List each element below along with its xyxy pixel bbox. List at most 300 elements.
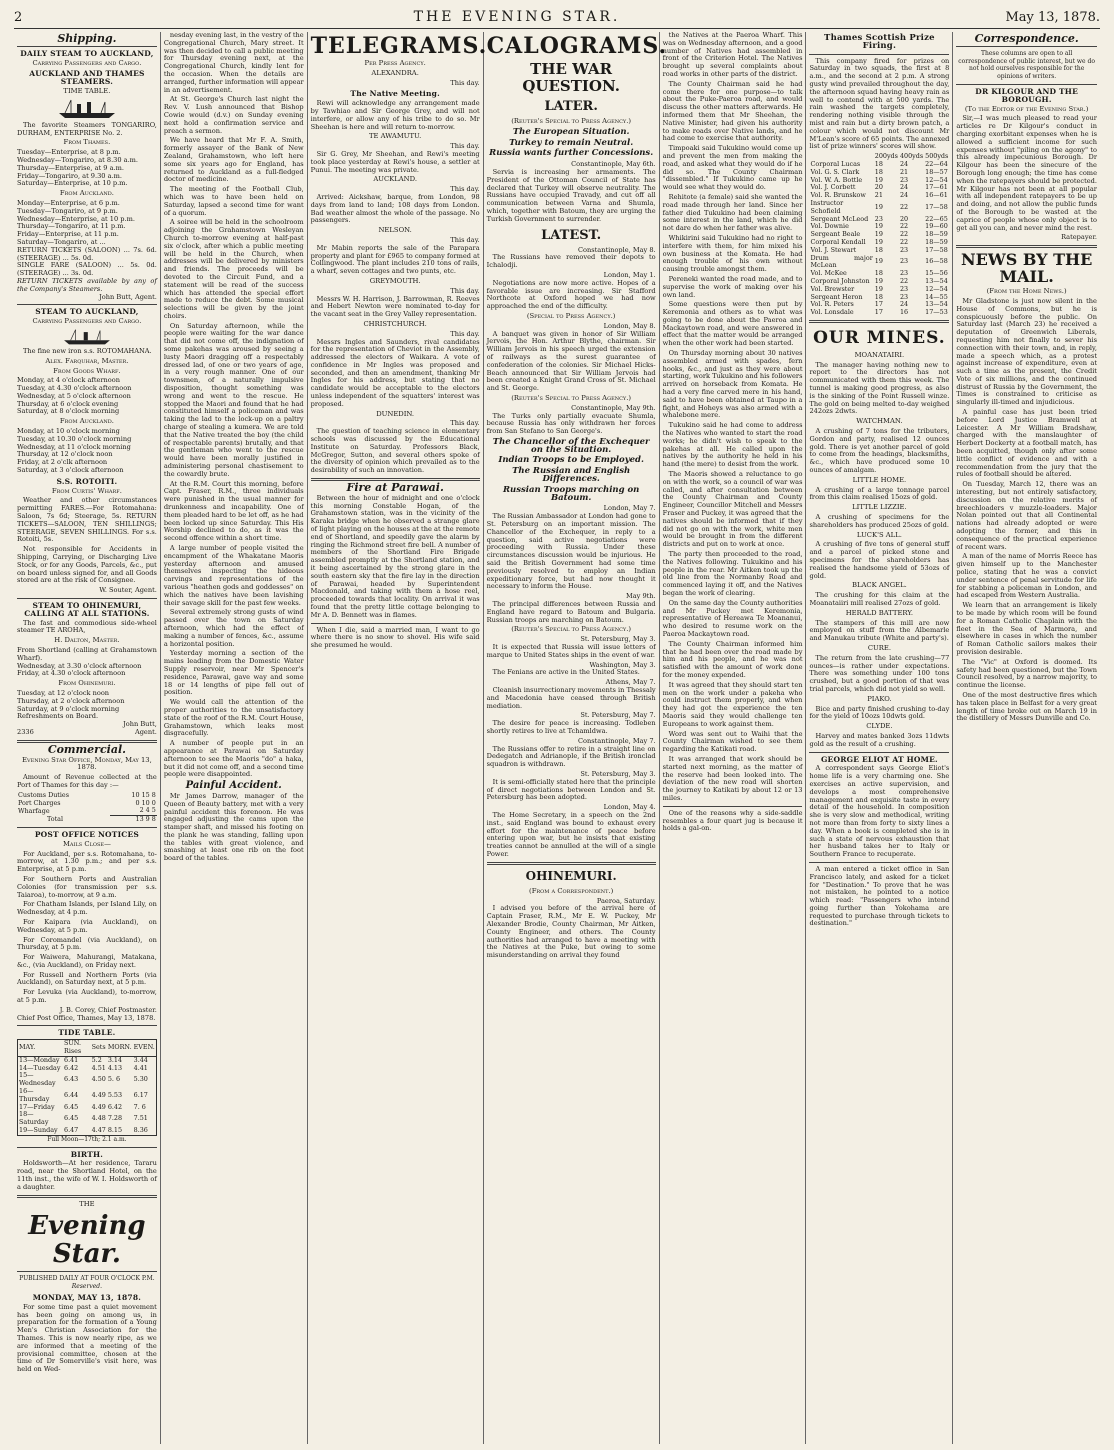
mine-text: Bice and party finished crushing to-day for the yield of 10ozs 10dwts gold. bbox=[809, 704, 950, 721]
table-cell: 22 bbox=[899, 237, 909, 246]
article-paragraph: Timpoaki said Tukukino would come up and prevent the men from making the road, and asked what they would do if he did so. The County Chairman "dissembled." If Tukukino came up he would see what they would do. bbox=[662, 144, 803, 192]
revenue-value: 2 4 5 bbox=[139, 806, 156, 815]
article-paragraph: the Natives at the Paeroa Wharf. This was on Wednesday afternoon, and a good number of Natives had assembled in front of the Criterion Hotel. The Natives brought up several complaints about road works in other parts of the district. bbox=[662, 31, 803, 78]
table-cell: 17—58 bbox=[925, 245, 948, 254]
divider bbox=[956, 245, 1097, 248]
list-item: Tuesday—Enterprise, at 8 p.m. bbox=[17, 148, 121, 157]
table-cell: 18—57 bbox=[925, 167, 948, 176]
ohinemuri-from2: From Ohinemuri. bbox=[58, 679, 116, 688]
steamship-icon bbox=[59, 328, 115, 346]
divider bbox=[809, 54, 949, 55]
table-cell: 19 bbox=[874, 222, 883, 231]
divider bbox=[956, 84, 1097, 85]
article-paragraph: nesday evening last, in the vestry of the Congregational Church, Mary street. It was then decided to call a public meeting for Thursday evening next, at the Congregational Church, kindly lent for the occasion. When the details are arranged, further information will appear in an advertisement. bbox=[163, 31, 304, 94]
our-mines-heading: OUR MINES. bbox=[813, 327, 946, 348]
article-paragraph: Yesterday morning a section of the mains leading from the Domestic Water Supply reservoir, near Mr Spencer's residence, Parawai, gave way and some 18 or 14 lengths of pipe fell out of position. bbox=[163, 649, 304, 697]
reserved-note: Reserved. bbox=[71, 1283, 103, 1291]
painful-accident-heading: Painful Accident. bbox=[185, 780, 282, 792]
list-item: Saturday—Tongariro, at ... bbox=[17, 237, 106, 246]
table-cell: Drum major McLean bbox=[810, 253, 873, 270]
list-item: Saturday, at 8 o'clock morning bbox=[17, 407, 120, 416]
total-value: 13 9 8 bbox=[110, 816, 157, 824]
divider bbox=[17, 1147, 157, 1148]
table-cell: 18—Saturday bbox=[19, 1110, 49, 1127]
table-cell: 18 bbox=[874, 245, 883, 254]
mine-text: A crushing of five tons of general stuff and a parcel of picked stone and specimens for the shareholders has realised the handsome yield of 53ozs of gold. bbox=[809, 540, 950, 580]
article-paragraph: We learn that an arrangement is likely to be made by which room will be found for a Roman Catholic Chaplain with the fleet in the Sea of Marmora, and elsewhere in cases in which the number of Roman Catholic sailors makes their provision desirable. bbox=[956, 601, 1097, 656]
table-cell: 17 bbox=[874, 308, 883, 317]
list-item: Monday, at 10 o'clock morning bbox=[17, 427, 120, 436]
mail-notice: For Chatham Islands, per Island Lily, on Wednesday, at 4 p.m. bbox=[17, 900, 157, 917]
dateline: Washington, May 3. bbox=[589, 660, 656, 669]
article-paragraph: Rehitote (a female) said she wanted the road made through her land. Since her father died Tukukino had been claiming some interest in the land, which he did not dare do when her father was alive. bbox=[662, 192, 803, 233]
mail-notice: For Southern Ports and Australian Colonies (for transmission per s.s. Taiaroa), to-morrow, at 9 a.m. bbox=[17, 874, 157, 899]
table-cell: 24 bbox=[899, 159, 909, 168]
table-cell: 18—59 bbox=[925, 230, 948, 239]
table-cell: 4.50 bbox=[91, 1075, 106, 1084]
mine-report bbox=[809, 582, 949, 607]
subheading: Indian Troops to be Employed. bbox=[498, 455, 644, 466]
mine-name: HERALD BATTERY. bbox=[845, 608, 914, 617]
ohinemuri-vessel: The fast and commodious side-wheel steamer TE AROHA, bbox=[17, 618, 157, 635]
fire-heading: Fire at Parawai. bbox=[346, 481, 444, 495]
mine-text: The return from the late crushing—77 ounces—is rather under expectations. There was something under 100 tons crushed, but a good portion of that was trial parcels, which did not yield so well. bbox=[809, 653, 950, 693]
commercial-office: Evening Star Office, Monday, May 13, 1878. bbox=[22, 755, 152, 772]
telegram-day: This day. bbox=[450, 78, 480, 87]
divider bbox=[17, 46, 157, 47]
telegram-alexandra bbox=[311, 70, 480, 132]
mine-text: A crushing of 7 tons for the tributers, Gordon and party, realised 12 ounces gold. There is yet another parcel of gold to come from the headings, blacksmiths, &c., which have produced some 10 ounces of amalgam. bbox=[809, 427, 950, 475]
telegram-day: This day. bbox=[450, 185, 480, 194]
letter-text: Sir,—I was much pleased to read your articles re Dr Kilgour's conduct in charging exorbitant expenses when he is allowed a sufficient income for such expenses without "piling on the agony" to this already impecunious Borough. Dr Kilgour has been the sinecure of the Borough long enough; the time has come when the ratepayers should be protected. Mr Kilgour has not been at all popular with all independent ratepayers to be up and doing, and not allow the public funds of the Borough to be wasted at the caprice of people whose only object is to get all you can, and never mind the rest. bbox=[956, 114, 1097, 232]
letter-signature: Ratepayer. bbox=[1061, 233, 1097, 242]
column-header: SUN. Rises bbox=[64, 1039, 82, 1056]
advert-number: 2336 bbox=[17, 727, 34, 736]
list-item: Thursday—Enterprise, at 9 a.m. bbox=[17, 163, 124, 172]
press-agency-label: Per Press Agency. bbox=[364, 59, 426, 67]
dateline: St. Petersburg, May 3. bbox=[580, 635, 656, 644]
fares-text: Weather and other circumstances permitting FARES.—For Rotomahana: Saloon, 7s 6d; Steerage, 5s. RETURN TICKETS—SALOON, TEN SHILLINGS; STEERAGE, SEVEN SHILLINGS. For s.s. Rotoiti, 5s. bbox=[17, 496, 157, 544]
list-item: Wednesday, at 5 o'clock afternoon bbox=[17, 391, 131, 400]
ohinemuri-master: H. Dalton, Master. bbox=[54, 636, 120, 645]
telegram-place: TE AWAMUTU. bbox=[368, 132, 422, 141]
mine-report bbox=[809, 418, 949, 475]
table-cell: 18 bbox=[874, 292, 883, 301]
list-item: Friday—Tongariro, at 9.30 a.m. bbox=[17, 171, 122, 180]
table-cell: 6.47 bbox=[64, 1126, 79, 1135]
paper-title: THE EVENING STAR. bbox=[413, 9, 621, 25]
page-number: 2 bbox=[14, 9, 23, 25]
mine-name: WATCHMAN. bbox=[856, 417, 903, 426]
article-paragraph: Cleanish insurrectionary movements in Thessaly and Macedonia have ceased through British mediation. bbox=[486, 686, 656, 710]
table-cell: 19 bbox=[874, 175, 883, 184]
table-cell: Vol. McKee bbox=[810, 269, 847, 278]
mail-notice: For Coromandel (via Auckland), on Thursday, at 5 p.m. bbox=[17, 935, 157, 952]
table-cell: 23 bbox=[899, 175, 909, 184]
article-paragraph: On the same day the County authorities and Mr Puckey met Keremonia, representative of Hereawa Te Moananui, who desired to resume work on the Paeroa Mackaytown road. bbox=[662, 598, 803, 638]
article-paragraph: Mr James Darrow, manager of the Queen of Beauty battery, met with a very painful accident this forenoon. He was engaged adjusting the cams upon the stamper shaft, and missed his footing on the plank he was standing, falling upon the tables with great violence, and smashing at least one rib on the foot board of the tables. bbox=[163, 791, 304, 863]
telegram-greymouth bbox=[311, 278, 480, 319]
article-paragraph: Whikirini said Tukukino had no right to interfere with them, for him mixed his own business at the Komata. He had enough trouble of his own without causing trouble amongst them. bbox=[662, 233, 803, 274]
commercial-heading: Commercial. bbox=[47, 742, 126, 756]
article-paragraph: The Turks only partially evacuate Shumla, because Russia has only withdrawn her forces from San Stefano to San George's. bbox=[486, 411, 656, 436]
return-note: RETURN TICKETS available by any of the Company's Steamers. bbox=[17, 276, 157, 293]
divider bbox=[17, 827, 157, 828]
table-cell: 14—55 bbox=[925, 292, 948, 301]
mine-report bbox=[809, 723, 949, 748]
article-paragraph: On Thursday morning about 30 natives assembled armed with spades, fern hooks, &c., and just as they were about starting, work Tukukino and his followers arrived on horseback from Komata. He had a very fine carved mere in his hand, said to have been obtained at Taupo in a fight, and Hoheys was also armed with a whalebone mere. bbox=[662, 349, 803, 420]
table-cell: 16—Thursday bbox=[19, 1087, 50, 1103]
telegram-day: This day. bbox=[450, 329, 480, 338]
mine-text: A crushing of specimens for the shareholders has produced 25ozs of gold. bbox=[809, 513, 950, 529]
telegram-text: Messrs Ingles and Saunders, rival candidates for the representation of Cheviot in the Assembly, addressed the electors of Waikara. A vote of confidence in Mr Ingles was proposed and seconded, and then an amendment, thanking Mr Ingles for his address, but stating that no candidate would be acceptable to the electors unless independent of the squatters' interest was proposed. bbox=[310, 337, 480, 408]
table-cell: 6.44 bbox=[64, 1090, 79, 1099]
page-date: May 13, 1878. bbox=[1005, 9, 1100, 25]
list-item: Thursday, at 6 o'clock evening bbox=[17, 399, 119, 408]
subheading: Turkey to remain Neutral. bbox=[509, 137, 634, 148]
rotoiti-sub: From Curtis' Wharf. bbox=[51, 486, 122, 495]
table-cell: 5. 6 bbox=[107, 1075, 121, 1084]
article-paragraph: A painful case has just been tried before Lord Justice Bramwell at Leicester. A Mr William Bradshaw, charged with the manslaughter of Herbert Dockerty at a football match, has been acquitted, though only after some little conflict of evidence and with a recommendation from the jury that the rules of football should be altered. bbox=[956, 408, 1097, 479]
article-paragraph: Several extremely strong gusts of wind passed over the town on Saturday afternoon, which had the effect of making a number of fences, &c., assume a horizontal position. bbox=[163, 608, 304, 648]
table-cell: Vol. Brewster bbox=[810, 284, 855, 293]
dateline: Constantinople, May 6th. bbox=[571, 160, 656, 169]
evening-star-masthead: Evening Star. bbox=[28, 1211, 146, 1270]
correspondence-note: These columns are open to all correspondence of public interest, but we do not hold ourselves responsible for the opinions of writers. bbox=[958, 49, 1095, 81]
calograms-heading: CALOGRAMS. bbox=[486, 33, 668, 59]
column-header: MORN. bbox=[107, 1043, 132, 1052]
mine-report bbox=[809, 532, 949, 581]
shipping-heading: Shipping. bbox=[57, 32, 117, 45]
table-cell: 19 bbox=[874, 202, 883, 211]
full-moon-note: Full Moon—17th; 2.1 a.m. bbox=[47, 1135, 127, 1143]
from-auckland-label: From Auckland. bbox=[59, 189, 114, 198]
mine-report bbox=[809, 696, 949, 721]
revenue-value: 10 15 8 bbox=[131, 790, 156, 799]
telegram-text: The question of teaching science in elementary schools was discussed by the Educational Institute on Saturday. Professors Black, McGregor, Sutton, and several others spoke of the diversity of opinion which prevailed as to the desirability of such an innovation. bbox=[310, 427, 480, 475]
table-cell: 18 bbox=[874, 159, 883, 168]
mine-name: BLACK ANGEL. bbox=[852, 581, 907, 590]
divider bbox=[956, 46, 1097, 47]
table-cell: 6.42 bbox=[107, 1102, 123, 1111]
column-7 bbox=[953, 32, 1100, 1444]
mine-name: LITTLE HOME. bbox=[852, 475, 907, 484]
mine-name: MOANATAIRI. bbox=[854, 350, 905, 359]
table-cell: 13—54 bbox=[925, 300, 948, 309]
george-eliot-heading: GEORGE ELIOT AT HOME. bbox=[820, 754, 938, 764]
table-cell: Vol. G. S. Clark bbox=[810, 167, 860, 176]
mine-report bbox=[809, 504, 949, 529]
news-source: (From the Home News.) bbox=[986, 287, 1067, 296]
agent-row bbox=[17, 729, 157, 737]
table-cell: 8.36 bbox=[133, 1126, 148, 1135]
column-header: EVEN. bbox=[133, 1043, 155, 1052]
article-paragraph: A correspondent says George Eliot's home life is a very charming one. She exercises an active supervision, and develops a most comprehensive management and exquisite taste in every detail of the household. In composition she is very slow and methodical, writing not more than from forty to sixty lines a day. When a book is completed she is in such a state of nervous exhaustion that her husband takes her to Italy or Southern France to recuperate. bbox=[809, 764, 950, 859]
dateline: May 9th. bbox=[625, 592, 656, 601]
reuters-label: (Reuter's Special to Press Agency.) bbox=[511, 117, 632, 125]
table-cell: Sergeant McLeod bbox=[810, 214, 869, 223]
table-cell: 6.42 bbox=[64, 1063, 79, 1072]
list-item: Thursday, at 2 o'clock afternoon bbox=[17, 696, 125, 705]
table-cell: 17 bbox=[874, 300, 883, 309]
list-item: Saturday—Enterprise, at 10 p.m. bbox=[17, 179, 128, 188]
ohinemuri-from: From Shortland (calling at Grahamstown Wharf). bbox=[17, 646, 157, 662]
article-paragraph: This company fired for prizes on Saturday in two squads, the first at 8 a.m., and the second at 2 p.m. A strong gusty wind prevailed throughout the day, the afternoon squad having heavy rain as well to contend with at 500 yards. The rain washed the targets completely, rendering nothing visible through the mist and rain but a dirty brown patch, a colour which would not discount Mr M'Lean's score of 65 points. The annexed list of prize winners' scores will show. bbox=[809, 56, 950, 151]
mine-name: LITTLE LIZZIE. bbox=[852, 503, 907, 512]
article-paragraph: Tukukino said he had come to address the Natives who wanted to start the road works; he didn't wish to speak to the pakehas at all. He called upon the natives by the authority he held in his hand (the mere) to desist from the work. bbox=[662, 421, 803, 469]
table-cell: 6.17 bbox=[133, 1090, 148, 1099]
table-cell: 17—Friday bbox=[19, 1102, 55, 1111]
postmaster-signature: J. B. Corey, Chief Postmaster. bbox=[59, 1005, 157, 1014]
article-paragraph: The principal differences between Russia and England have regard to Batoum and Bulgaria. Russian troops are marching on Batoum. bbox=[486, 600, 656, 624]
revenue-label: Customs Duties bbox=[18, 790, 69, 799]
article-paragraph: One of the most destructive fires which has taken place in Belfast for a very great length of time broke out on March 19 in the distillery of Messrs Dunville and Co. bbox=[956, 690, 1097, 723]
article-paragraph: It was agreed that they should start ten men on the work under a pakeha who could instruct them properly, and when they had got the experience the ten Maoris said they would challenge ten Europeans to work against them. bbox=[662, 680, 803, 728]
rotoiti-title: S.S. ROTOITI. bbox=[56, 476, 118, 486]
table-cell: Sergeant Beale bbox=[810, 230, 861, 239]
total-label: Total bbox=[47, 814, 64, 823]
mine-name: CURE. bbox=[867, 643, 891, 652]
table-cell: 22—64 bbox=[925, 159, 948, 168]
table-cell: 13—54 bbox=[925, 276, 948, 285]
table-row bbox=[809, 200, 949, 216]
dateline: Constantinople, May 7. bbox=[577, 736, 656, 745]
steamship-icon bbox=[57, 98, 117, 120]
table-cell: 16—58 bbox=[925, 257, 948, 266]
table-cell: 23 bbox=[899, 292, 909, 301]
divider bbox=[311, 623, 480, 624]
rotomahana-vessel: The fine new iron s.s. ROTOMAHANA. bbox=[23, 346, 152, 355]
revenue-label: Port Charges bbox=[18, 798, 61, 807]
table-cell: 24 bbox=[899, 300, 909, 309]
list-item: Friday, at 2 o'clk afternoon bbox=[17, 458, 108, 467]
list-item: Thursday—Tongariro, at 11 p.m. bbox=[17, 222, 126, 231]
correspondence-heading: Correspondence. bbox=[974, 32, 1079, 45]
from-thames-label: From Thames. bbox=[63, 138, 111, 147]
column-4 bbox=[484, 32, 668, 1444]
rotomahana-title: STEAM TO AUCKLAND, bbox=[35, 307, 139, 317]
table-cell: Vol. J. Stewart bbox=[810, 245, 857, 254]
revenue-label: Wharfage bbox=[18, 806, 50, 815]
article-paragraph: The Russians offer to retire in a straight line on Dedegatch and Adrianople, if the British ironclad squadron is withdrawn. bbox=[486, 744, 656, 769]
article-paragraph: Negotiations are now more active. Hopes of a favorable issue are increasing. Sir Stafford Northcote at Oxford hoped we had now approached the end of the difficulty. bbox=[486, 278, 656, 311]
table-cell: 12—54 bbox=[925, 175, 948, 184]
tide-table-title: TIDE TABLE. bbox=[58, 1028, 116, 1038]
from-goods-label: From Goods Wharf. bbox=[53, 366, 121, 375]
article-paragraph: The Russian Ambassador at London had gone to St. Petersburg on an important mission. The Chancellor of the Exchequer, in reply to a question, said active negotiations were proceeding with Russia. Under these circumstances discussion would be injurious. He said the British Government had some time previously resolved to employ an Indian expeditionary force, but had now thought it necessary to inform the House. bbox=[486, 512, 656, 591]
list-item: Friday, at 4.30 o'clock afternoon bbox=[17, 669, 126, 678]
letter-to: (To the Editor of the Evening Star.) bbox=[964, 104, 1089, 113]
dateline: Constantinople, May 9th. bbox=[571, 403, 656, 412]
article-paragraph: The "Vic" at Oxford is doomed. Its safety had been questioned, but the Town Council resolved, by a narrow majority, to continue the license. bbox=[956, 657, 1097, 690]
column-header: MAY. bbox=[19, 1043, 36, 1052]
table-cell: 22 bbox=[899, 276, 909, 285]
auckland-service-title: DAILY STEAM TO AUCKLAND, bbox=[20, 48, 154, 58]
telegram-day: This day. bbox=[450, 419, 480, 428]
rotomahana-master: Alex. Farquhar, Master. bbox=[45, 356, 129, 365]
article-paragraph: At St. George's Church last night the Rev. V. Lush announced that Bishop Cowie would (d.v.) on Sunday evening next hold a confirmation service and preach a sermon. bbox=[163, 95, 304, 135]
issue-date: MONDAY, MAY 13, 1878. bbox=[32, 1293, 142, 1302]
subheading: The Russian and English Differences. bbox=[512, 466, 631, 485]
article-paragraph: On Saturday afternoon, while the people were waiting for the war dance that did not come off, the indignation of some pakehas was aroused by seeing a lusty Maori dragging off a respectably dressed lad, of one or two years of age, in a very rough manner. One of our townsmen, of a naturally impulsive disposition, thought something was wrong and went to the rescue. He stopped the Maori and found that he had constituted himself a policeman and was taking the lad to the lock-up on a paltry charge of stealing a kumera. We are told that the Native treated the boy (the child of respectable parents) brutally, and that the gentleman who went to the rescue would have been morally justified in administering personal chastisement to the cowardly brute. bbox=[163, 321, 304, 478]
auckland-thames-title: AUCKLAND AND THAMES STEAMERS. bbox=[29, 69, 145, 87]
article-paragraph: It is expected that Russia will issue letters of marque to United States ships in the event of war. bbox=[486, 643, 656, 659]
table-row bbox=[18, 1127, 157, 1135]
table-cell: 20 bbox=[874, 183, 883, 192]
table-row bbox=[18, 1072, 157, 1088]
special-label: (Special to Press Agency.) bbox=[526, 311, 616, 320]
table-cell: 23 bbox=[899, 245, 909, 254]
mine-text: Harvey and mates banked 3ozs 11dwts gold as the result of a crushing. bbox=[809, 731, 950, 748]
subheading: The Chancellor of the Exchequer on the Situation. bbox=[492, 436, 650, 455]
table-cell: 17—61 bbox=[925, 183, 948, 192]
table-cell: 22—65 bbox=[925, 214, 948, 223]
dateline: London, May 4. bbox=[603, 803, 656, 812]
table-cell: 6.45 bbox=[64, 1114, 79, 1123]
table-row bbox=[18, 1088, 157, 1104]
article-paragraph: One of the reasons why a side-saddle resembles a four quart jug is because it holds a gal-on. bbox=[662, 808, 803, 833]
correspondent-label: (From a Correspondent.) bbox=[529, 886, 614, 895]
article-paragraph: A man entered a ticket office in San Francisco lately, and asked for a ticket for "Destination." To prove that he was not mistaken, he pointed to a notice which read: "Passengers who intend going further than Yokohama are requested to purchase through tickets to destination." bbox=[809, 864, 950, 928]
telegram-text: Arrived: Aickshaw, barque, from London, 98 days from land to land; 108 days from London. Bad weather almost the whole of the passage. No passengers. bbox=[310, 192, 480, 225]
article-paragraph: We have heard that Mr F. A. Smith, formerly assayer of the Bank of New Zealand, Grahamstown, who left here some six years ago for England, has returned to Auckland as a full-fledged doctor of medicine. bbox=[163, 136, 304, 184]
post-office-dateline: Chief Post Office, Thames, May 13, 1878. bbox=[17, 1013, 156, 1022]
mine-text: The manager having nothing new to report to the directors has not communicated with them this week. The tunnel is making good progress, as also is the sinking of the Point Russell winze. The gold on being melted to-day weighed 242ozs 2dwts. bbox=[809, 360, 950, 416]
column-header: 400yds bbox=[899, 152, 924, 161]
table-cell: Vol. Downie bbox=[810, 222, 849, 231]
column-header: 500yds bbox=[925, 152, 949, 161]
dateline: Constantinople, May 8. bbox=[577, 245, 656, 254]
table-row bbox=[809, 309, 949, 317]
telegram-place: CHRISTCHURCH. bbox=[363, 319, 427, 328]
telegram-text: Sir G. Grey, Mr Sheehan, and Rewi's meeting took place yesterday at Rewi's house, a settler at Punui. The meeting was private. bbox=[310, 149, 480, 174]
agent-signature: John Butt, Agent. bbox=[99, 292, 157, 301]
table-cell: 8.15 bbox=[107, 1126, 123, 1135]
column-header: Sets bbox=[91, 1043, 106, 1052]
telegram-text: Messrs W. H. Harrison, J. Barrowman, R. Reeves and Hebert Newton were nominated to-day for the vacant seat in the Grey Valley representation. bbox=[310, 294, 480, 319]
list-item: Wednesday—Tongariro, at 8.30 a.m. bbox=[17, 155, 139, 164]
telegram-dunedin bbox=[311, 411, 480, 475]
ohinemuri-service-title: STEAM TO OHINEMURI, CALLING AT ALL STATIONS. bbox=[24, 601, 150, 618]
table-cell: 23 bbox=[899, 269, 909, 278]
telegram-place: ALEXANDRA. bbox=[371, 68, 419, 77]
agent-label: Agent. bbox=[134, 727, 157, 736]
telegram-auckland bbox=[311, 176, 480, 225]
table-cell: Vol. J. Corbett bbox=[810, 183, 856, 192]
column-3 bbox=[308, 32, 488, 1444]
article-paragraph: I advised you before of the arrival here of Captain Fraser, R.M., Mr E. W. Puckey, Mr Alexander Brodie, County Chairman, Mr Aitken, County Engineer, and others. The County authorities had arranged to have a meeting with the Natives at the Puke, but owing to some misunderstanding on arrival they found bbox=[486, 904, 656, 960]
table-cell: 16 bbox=[899, 308, 909, 317]
from-auckland-label: From Auckland. bbox=[59, 417, 114, 426]
article-paragraph: A banquet was given in honor of Sir William Jervois, the Hon. Arthur Blythe, chairman. Sir William Jervois in his speech urged the extension of railways as the surest guarantee of confederation of the colonies. Sir Michael Hicks-Beach announced that Sir William Jervois had been created a Knight Grand Cross of St. Michael and St. George. bbox=[486, 329, 656, 393]
table-cell: Vol. R. Peters bbox=[810, 300, 854, 309]
mails-close-label: Mails Close— bbox=[62, 839, 111, 848]
table-cell: 5.53 bbox=[107, 1090, 123, 1099]
article-paragraph: The County Chairman informed him that he had been over the road made by him and his people, and he was not satisfied with the amount of work done for the money expended. bbox=[662, 639, 803, 679]
table-cell: 7. 6 bbox=[133, 1102, 146, 1111]
telegram-text: Rewi will acknowledge any arrangement made by Tawhiao and Sir George Grey, and will not interfere, or allow any of his tribe to do so. Mr Sheehan is here and will return to-morrow. bbox=[310, 99, 480, 131]
table-row bbox=[18, 1065, 157, 1073]
mine-text: A crushing of a large tonnage parcel from this claim realised 15ozs of gold. bbox=[809, 485, 950, 502]
commercial-intro: Amount of Revenue collected at the Port of Thames for this day :— bbox=[17, 773, 157, 789]
table-cell: 13—Monday bbox=[19, 1055, 60, 1064]
birth-title: BIRTH. bbox=[70, 1149, 104, 1159]
article-paragraph: When I die, said a married man, I want to go where there is no snow to shovel. His wife said she presumed he would. bbox=[310, 625, 480, 650]
column-2 bbox=[161, 32, 308, 1444]
tide-table bbox=[17, 1039, 157, 1136]
table-cell: 4.51 bbox=[91, 1063, 106, 1072]
column-header: 200yds bbox=[874, 152, 898, 161]
columns bbox=[14, 32, 1100, 1444]
table-cell: 21 bbox=[899, 167, 909, 176]
column-6 bbox=[806, 32, 953, 1444]
divider bbox=[663, 806, 803, 807]
table-cell: 24 bbox=[899, 191, 909, 200]
auckland-service-sub: Carrying Passengers and Cargo. bbox=[32, 58, 142, 67]
article-paragraph: The Home Secretary, in a speech on the 2nd inst., said England was bound to exhaust every effort for the maintenance of peace before entering upon war, but he insists that existing treaties cannot be annulled at the will of a single Power. bbox=[486, 810, 656, 858]
telegram-nelson bbox=[311, 227, 480, 276]
article-paragraph: On Tuesday, March 12, there was an interesting, but not entirely satisfactory, discussion on the relative merits of breechloaders v muzzle-loaders. Major Nolan pointed out that all Continental nations had already adopted or were adopting the former, and this in consequence of the practical experience of recent wars. bbox=[956, 480, 1097, 551]
list-item: Monday, at 4 o'clock afternoon bbox=[17, 376, 120, 385]
mail-notice: For Russell and Northern Ports (via Auckland), on Saturday next, at 5 p.m. bbox=[17, 970, 157, 987]
table-cell: 19 bbox=[874, 276, 883, 285]
table-cell: 4.47 bbox=[91, 1126, 106, 1135]
ohinemuri-heading: OHINEMURI. bbox=[525, 868, 617, 883]
table-cell: 18 bbox=[874, 269, 883, 278]
mine-name: LUCK'S ALL. bbox=[856, 530, 902, 539]
table-cell: 5.2 bbox=[91, 1055, 102, 1064]
table-cell: 23 bbox=[899, 284, 909, 293]
table-cell: 20 bbox=[899, 214, 909, 223]
table-cell: 19—60 bbox=[925, 222, 948, 231]
refreshments-note: Refreshments on Board. bbox=[17, 712, 99, 721]
telegram-place: NELSON. bbox=[378, 226, 412, 235]
table-cell: Corporal Johnston bbox=[810, 276, 870, 285]
table-cell: 21 bbox=[874, 191, 883, 200]
list-item: Thursday, at 12 o'clock noon bbox=[17, 450, 113, 459]
article-paragraph: The meeting of the Football Club, which was to have been held on Saturday, lapsed a second time for want of a quorum. bbox=[163, 185, 304, 217]
dateline: St. Petersburg, May 7. bbox=[580, 711, 656, 720]
article-paragraph: At the R.M. Court this morning, before Capt. Fraser, R.M., three individuals were punished in the usual manner for drunkenness and incapability. One of them pleaded hard to be let off, as he had been locked up since Saturday. This His Worship declined to do, as it was the second offence within a short time. bbox=[163, 479, 304, 543]
list-item: Saturday, at 3 o'clock afternoon bbox=[17, 466, 124, 475]
table-cell: 22 bbox=[899, 202, 909, 211]
lead-paragraph: For some time past a quiet movement has been going on among us, in preparation for the formation of a Young Men's Christian Association for the Thames. This is now nearly ripe, as we are informed that a meeting of the provisional committee, chosen at the time of Dr Somerville's visit here, was held on Wed- bbox=[17, 1302, 157, 1374]
table-row bbox=[18, 1040, 157, 1057]
divider bbox=[809, 752, 949, 753]
scores-table bbox=[809, 153, 949, 317]
return-fare: RETURN TICKETS (SALOON) ... 7s. 6d. (STEERAGE) ... 5s. 0d. bbox=[17, 245, 157, 262]
divider bbox=[809, 320, 949, 323]
divider bbox=[17, 1271, 157, 1272]
letter-title: DR KILGOUR AND THE BOROUGH. bbox=[975, 86, 1079, 104]
table-cell: 3.14 bbox=[107, 1055, 123, 1064]
divider bbox=[487, 862, 656, 865]
table-cell: 4.13 bbox=[107, 1063, 123, 1072]
rotomahana-sub: Carrying Passengers and Cargo. bbox=[32, 317, 142, 326]
table-cell: 4.49 bbox=[91, 1090, 106, 1099]
telegram-day: This day. bbox=[450, 142, 480, 151]
reuters-label: (Reuter's Special to Press Agency.) bbox=[511, 393, 632, 402]
table-cell: Vol. W. A. Bottle bbox=[810, 175, 863, 184]
subheading: The European Situation. bbox=[512, 126, 630, 137]
list-item: Tuesday—Tongariro, at 9 p.m. bbox=[17, 206, 118, 215]
dateline: St. Petersburg, May 3. bbox=[580, 769, 656, 778]
subheading: Russian Troops marching on Batoum. bbox=[502, 484, 640, 503]
agent-signature: W. Souter, Agent. bbox=[99, 586, 157, 595]
table-cell: 22 bbox=[899, 222, 909, 231]
article-paragraph: A soiree will be held in the schoolroom adjoining the Grahamstown Wesleyan Church to-morrow evening at half-past six o'clock, after which a public meeting will be held in the Church, when addresses will be delivered by ministers and friends. The proceeds will be devoted to the Circuit Fund, and a statement will be read of the success which has attended the special effort made to reduce the debt. Some musical selections will be given by the joint choirs. bbox=[163, 218, 304, 320]
masthead-the: THE bbox=[79, 1199, 95, 1208]
